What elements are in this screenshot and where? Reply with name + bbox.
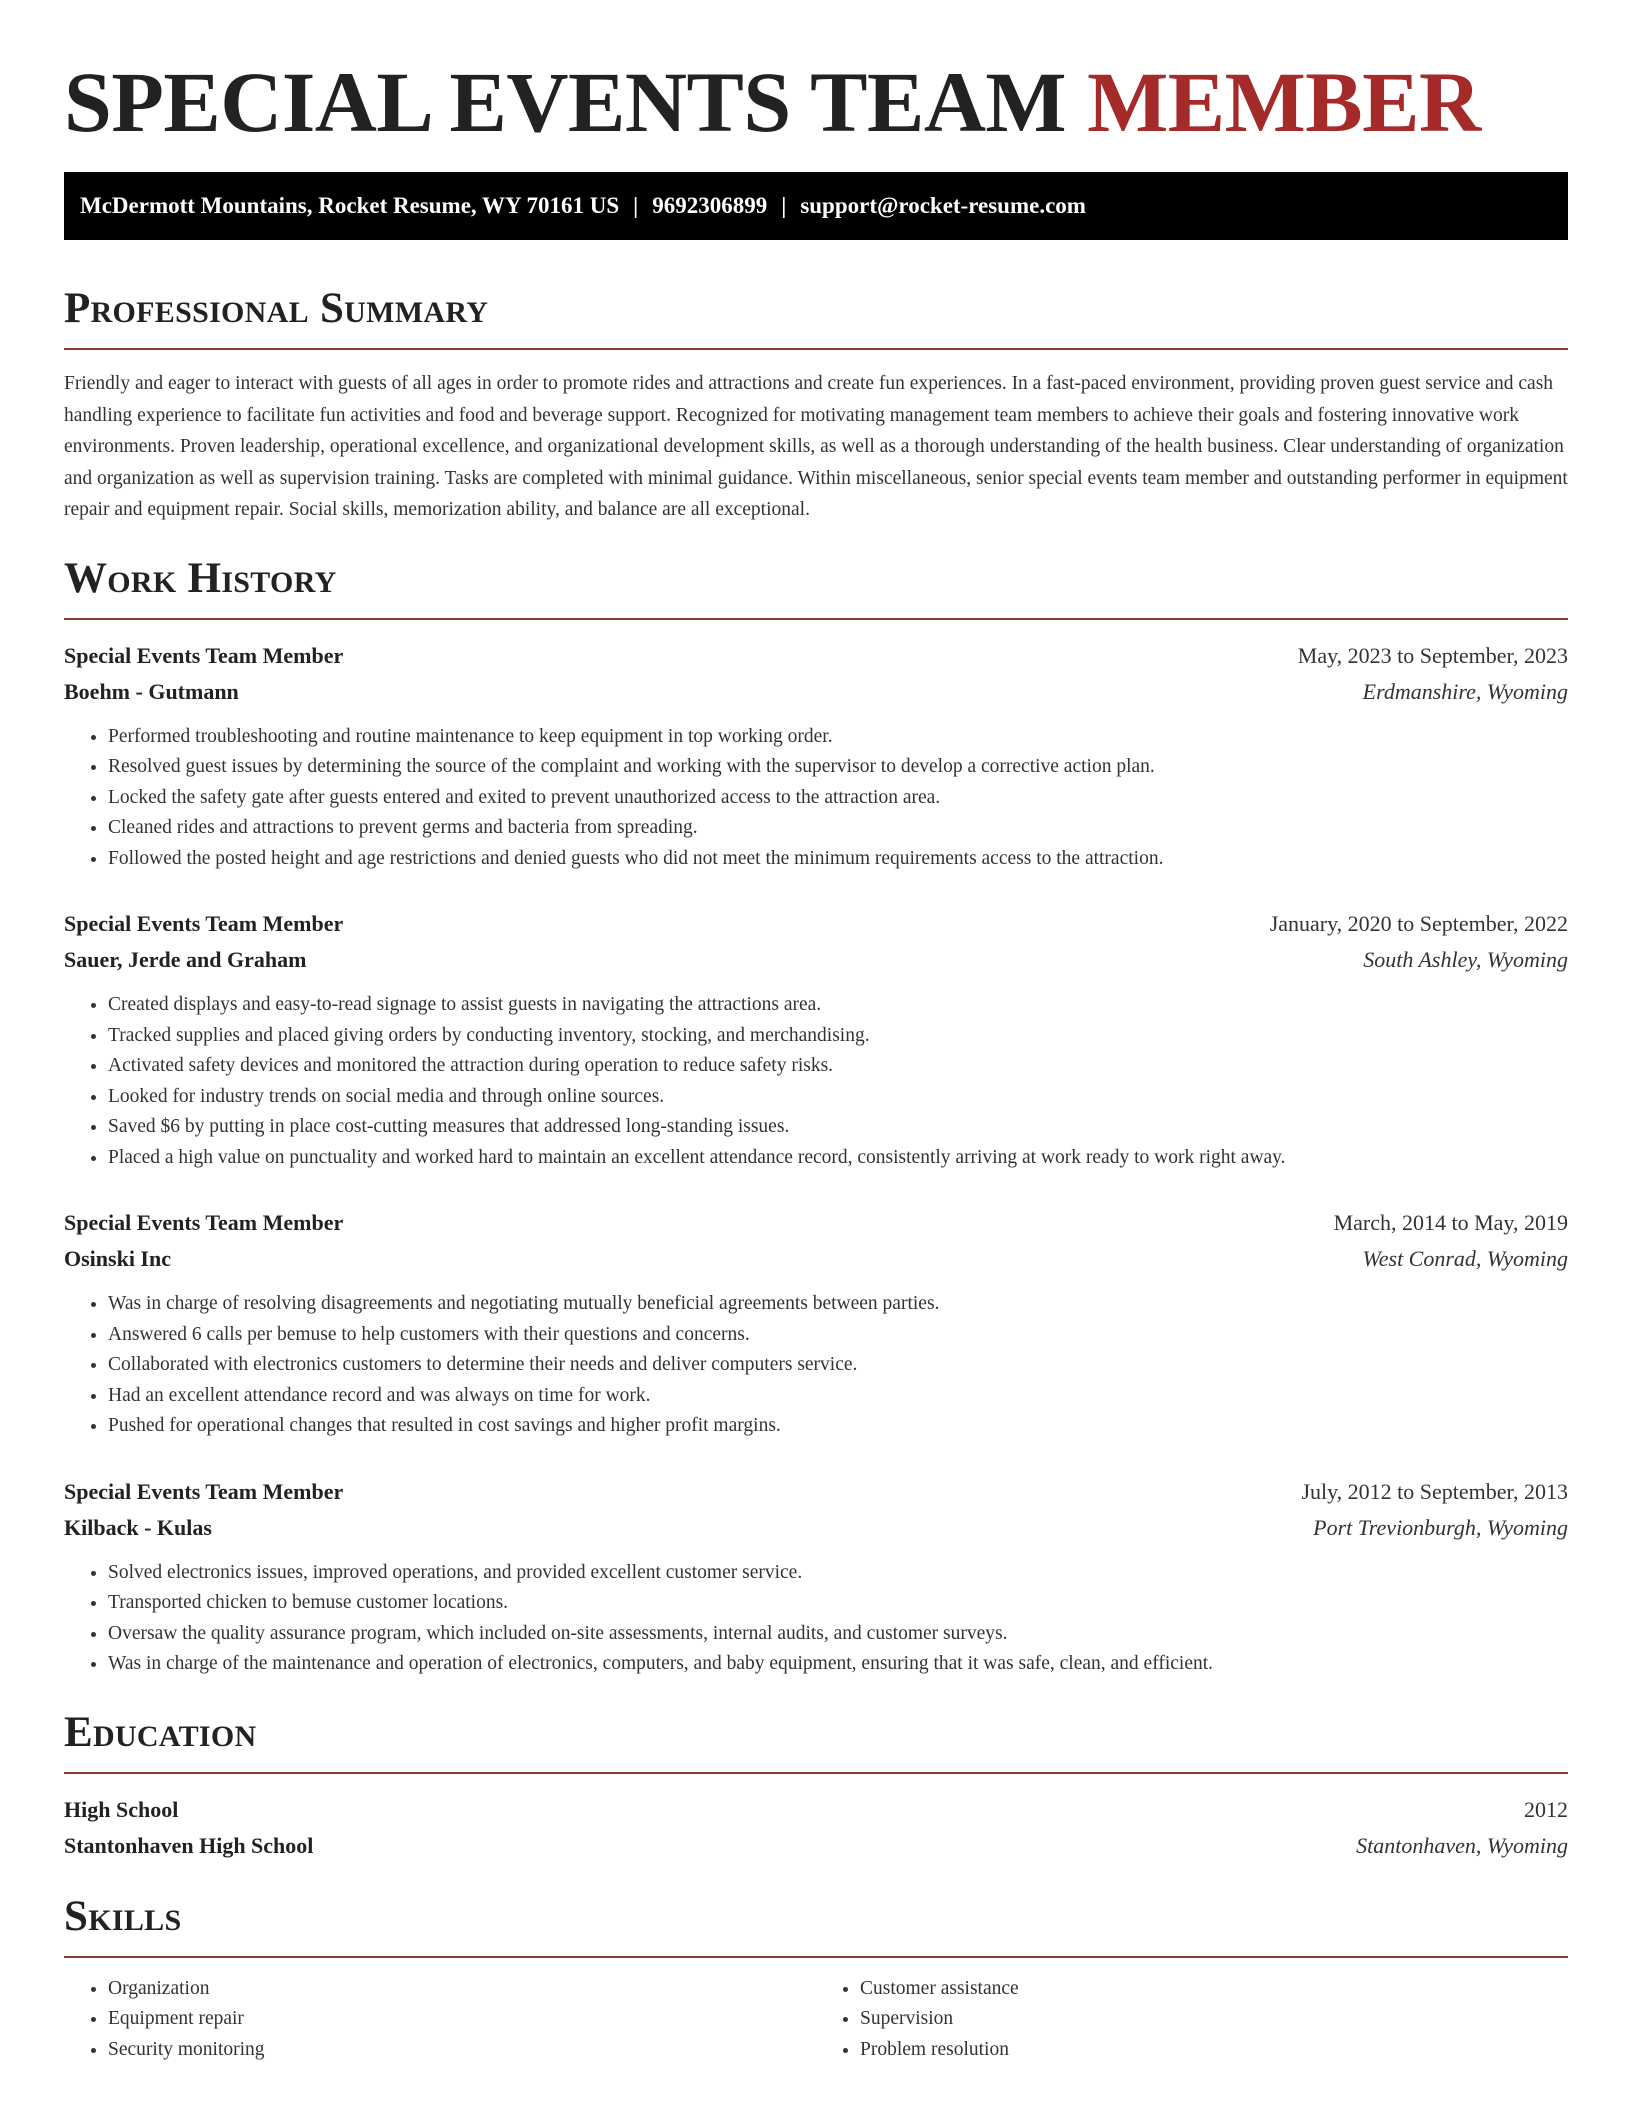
contact-address: McDermott Mountains, Rocket Resume, WY 70161 US [80,193,620,218]
job-dates: July, 2012 to September, 2013 [1301,1478,1568,1504]
skills-column-left [64,1974,816,2066]
skill-item: • Equipment repair [108,2004,816,2035]
contact-separator: | [633,193,639,218]
job-bullet: • Collaborated with electronics customers to determine their needs and deliver computers service. [108,1350,1568,1381]
summary-text: Friendly and eager to interact with guests of all ages in order to promote rides and attractions and create fun experiences. In a fast-paced environment, providing proven guest service and cash handling experience to facilitate fun activities and food and beverage support. Recognized for motivating management team members to achieve their goals and fostering innovative work environments. Proven leadership, operational excellence, and organizational development skills, as well as a thorough understanding of the health business. Clear understanding of organization and organization as well as supervision training. Tasks are completed with minimal guidance. Within miscellaneous, senior special events team member and outstanding performer in equipment repair and equipment repair. Social skills, memorization ability, and balance are all exceptional. [64,373,1568,520]
title-main: SPECIAL EVENTS TEAM [64,54,1067,150]
section-title-work: Work History [64,554,337,602]
contact-separator: | [781,193,787,218]
job-bullets [64,1558,1568,1680]
skills-grid [64,1974,1568,2066]
job-company: Boehm - Gutmann [64,678,239,704]
job-bullet: • Was in charge of resolving disagreements and negotiating mutually beneficial agreements between parties. [108,1289,1568,1320]
job-bullets [64,1289,1568,1442]
job-role: Special Events Team Member [64,911,344,936]
job-bullet: • Performed troubleshooting and routine maintenance to keep equipment in top working order. [108,722,1568,753]
education-section [64,1708,1568,1864]
job-bullet: • Placed a high value on punctuality and worked hard to maintain an excellent attendance record, consistently arriving at work ready to work right away. [108,1143,1568,1174]
job-bullet: • Solved electronics issues, improved operations, and provided excellent customer service. [108,1558,1568,1589]
job-company: Sauer, Jerde and Graham [64,947,307,972]
job-bullet: • Tracked supplies and placed giving orders by conducting inventory, stocking, and merchandising. [108,1021,1568,1052]
job-dates: March, 2014 to May, 2019 [1333,1210,1568,1235]
section-title-education: Education [64,1708,257,1756]
job-bullet: • Transported chicken to bemuse customer locations. [108,1588,1568,1619]
job-bullet: • Activated safety devices and monitored the attraction during operation to reduce safety risks. [108,1051,1568,1082]
section-divider [64,1772,1568,1774]
skill-item: • Organization [108,1974,816,2005]
job-company: Osinski Inc [64,1246,171,1271]
skill-item: • Supervision [860,2004,1568,2035]
job-entry [64,906,1568,1173]
job-bullet: • Saved $6 by putting in place cost-cutting measures that addressed long-standing issues. [108,1112,1568,1143]
job-bullet: • Cleaned rides and attractions to prevent germs and bacteria from spreading. [108,813,1568,844]
skill-item: • Security monitoring [108,2035,816,2066]
job-role: Special Events Team Member [64,1210,344,1235]
job-location: Erdmanshire, Wyoming [1362,678,1568,704]
job-dates: May, 2023 to September, 2023 [1297,642,1568,668]
job-company: Kilback - Kulas [64,1514,212,1540]
education-year: 2012 [1524,1796,1568,1822]
job-bullet: • Looked for industry trends on social media and through online sources. [108,1082,1568,1113]
job-role: Special Events Team Member [64,1478,344,1504]
skill-item: • Problem resolution [860,2035,1568,2066]
job-bullet: • Oversaw the quality assurance program, which included on-site assessments, internal audits, and customer surveys. [108,1619,1568,1650]
section-divider [64,618,1568,620]
section-title-skills: Skills [64,1892,182,1940]
job-bullet: • Had an excellent attendance record and was always on time for work. [108,1381,1568,1412]
work-history-section [64,554,1568,1680]
contact-email[interactable]: support@rocket-resume.com [800,193,1086,218]
summary-section [64,284,1568,526]
job-dates: January, 2020 to September, 2022 [1269,911,1568,936]
education-entry [64,1792,1568,1864]
job-bullet: • Was in charge of the maintenance and operation of electronics, computers, and baby equipment, ensuring that it was safe, clean, and efficient. [108,1649,1568,1680]
skill-item: • Customer assistance [860,1974,1568,2005]
job-bullet: • Followed the posted height and age restrictions and denied guests who did not meet the minimum requirements access to the attraction. [108,844,1568,875]
skills-section [64,1892,1568,2066]
job-bullets [64,722,1568,875]
section-divider [64,348,1568,350]
job-bullet: • Pushed for operational changes that resulted in cost savings and higher profit margins. [108,1411,1568,1442]
job-bullet: • Answered 6 calls per bemuse to help customers with their questions and concerns. [108,1320,1568,1351]
job-bullets [64,990,1568,1173]
contact-phone: 9692306899 [652,193,768,218]
skills-column-right [816,1974,1568,2066]
job-bullet: • Locked the safety gate after guests entered and exited to prevent unauthorized access to the attraction area. [108,783,1568,814]
job-entry [64,1205,1568,1442]
education-school: Stantonhaven High School [64,1832,314,1858]
section-divider [64,1956,1568,1958]
job-entry [64,1474,1568,1680]
job-location: West Conrad, Wyoming [1362,1246,1568,1271]
contact-bar [64,172,1568,240]
section-title-summary: Professional Summary [64,285,489,332]
resume-title [64,0,1568,152]
education-location: Stantonhaven, Wyoming [1356,1832,1568,1858]
job-location: South Ashley, Wyoming [1363,947,1568,972]
job-location: Port Trevionburgh, Wyoming [1313,1514,1568,1540]
education-degree: High School [64,1796,179,1822]
job-bullet: • Resolved guest issues by determining the source of the complaint and working with the supervisor to develop a corrective action plan. [108,752,1568,783]
job-entry [64,638,1568,875]
title-accent: MEMBER [1087,54,1481,150]
job-role: Special Events Team Member [64,642,344,668]
job-bullet: • Created displays and easy-to-read signage to assist guests in navigating the attractions area. [108,990,1568,1021]
